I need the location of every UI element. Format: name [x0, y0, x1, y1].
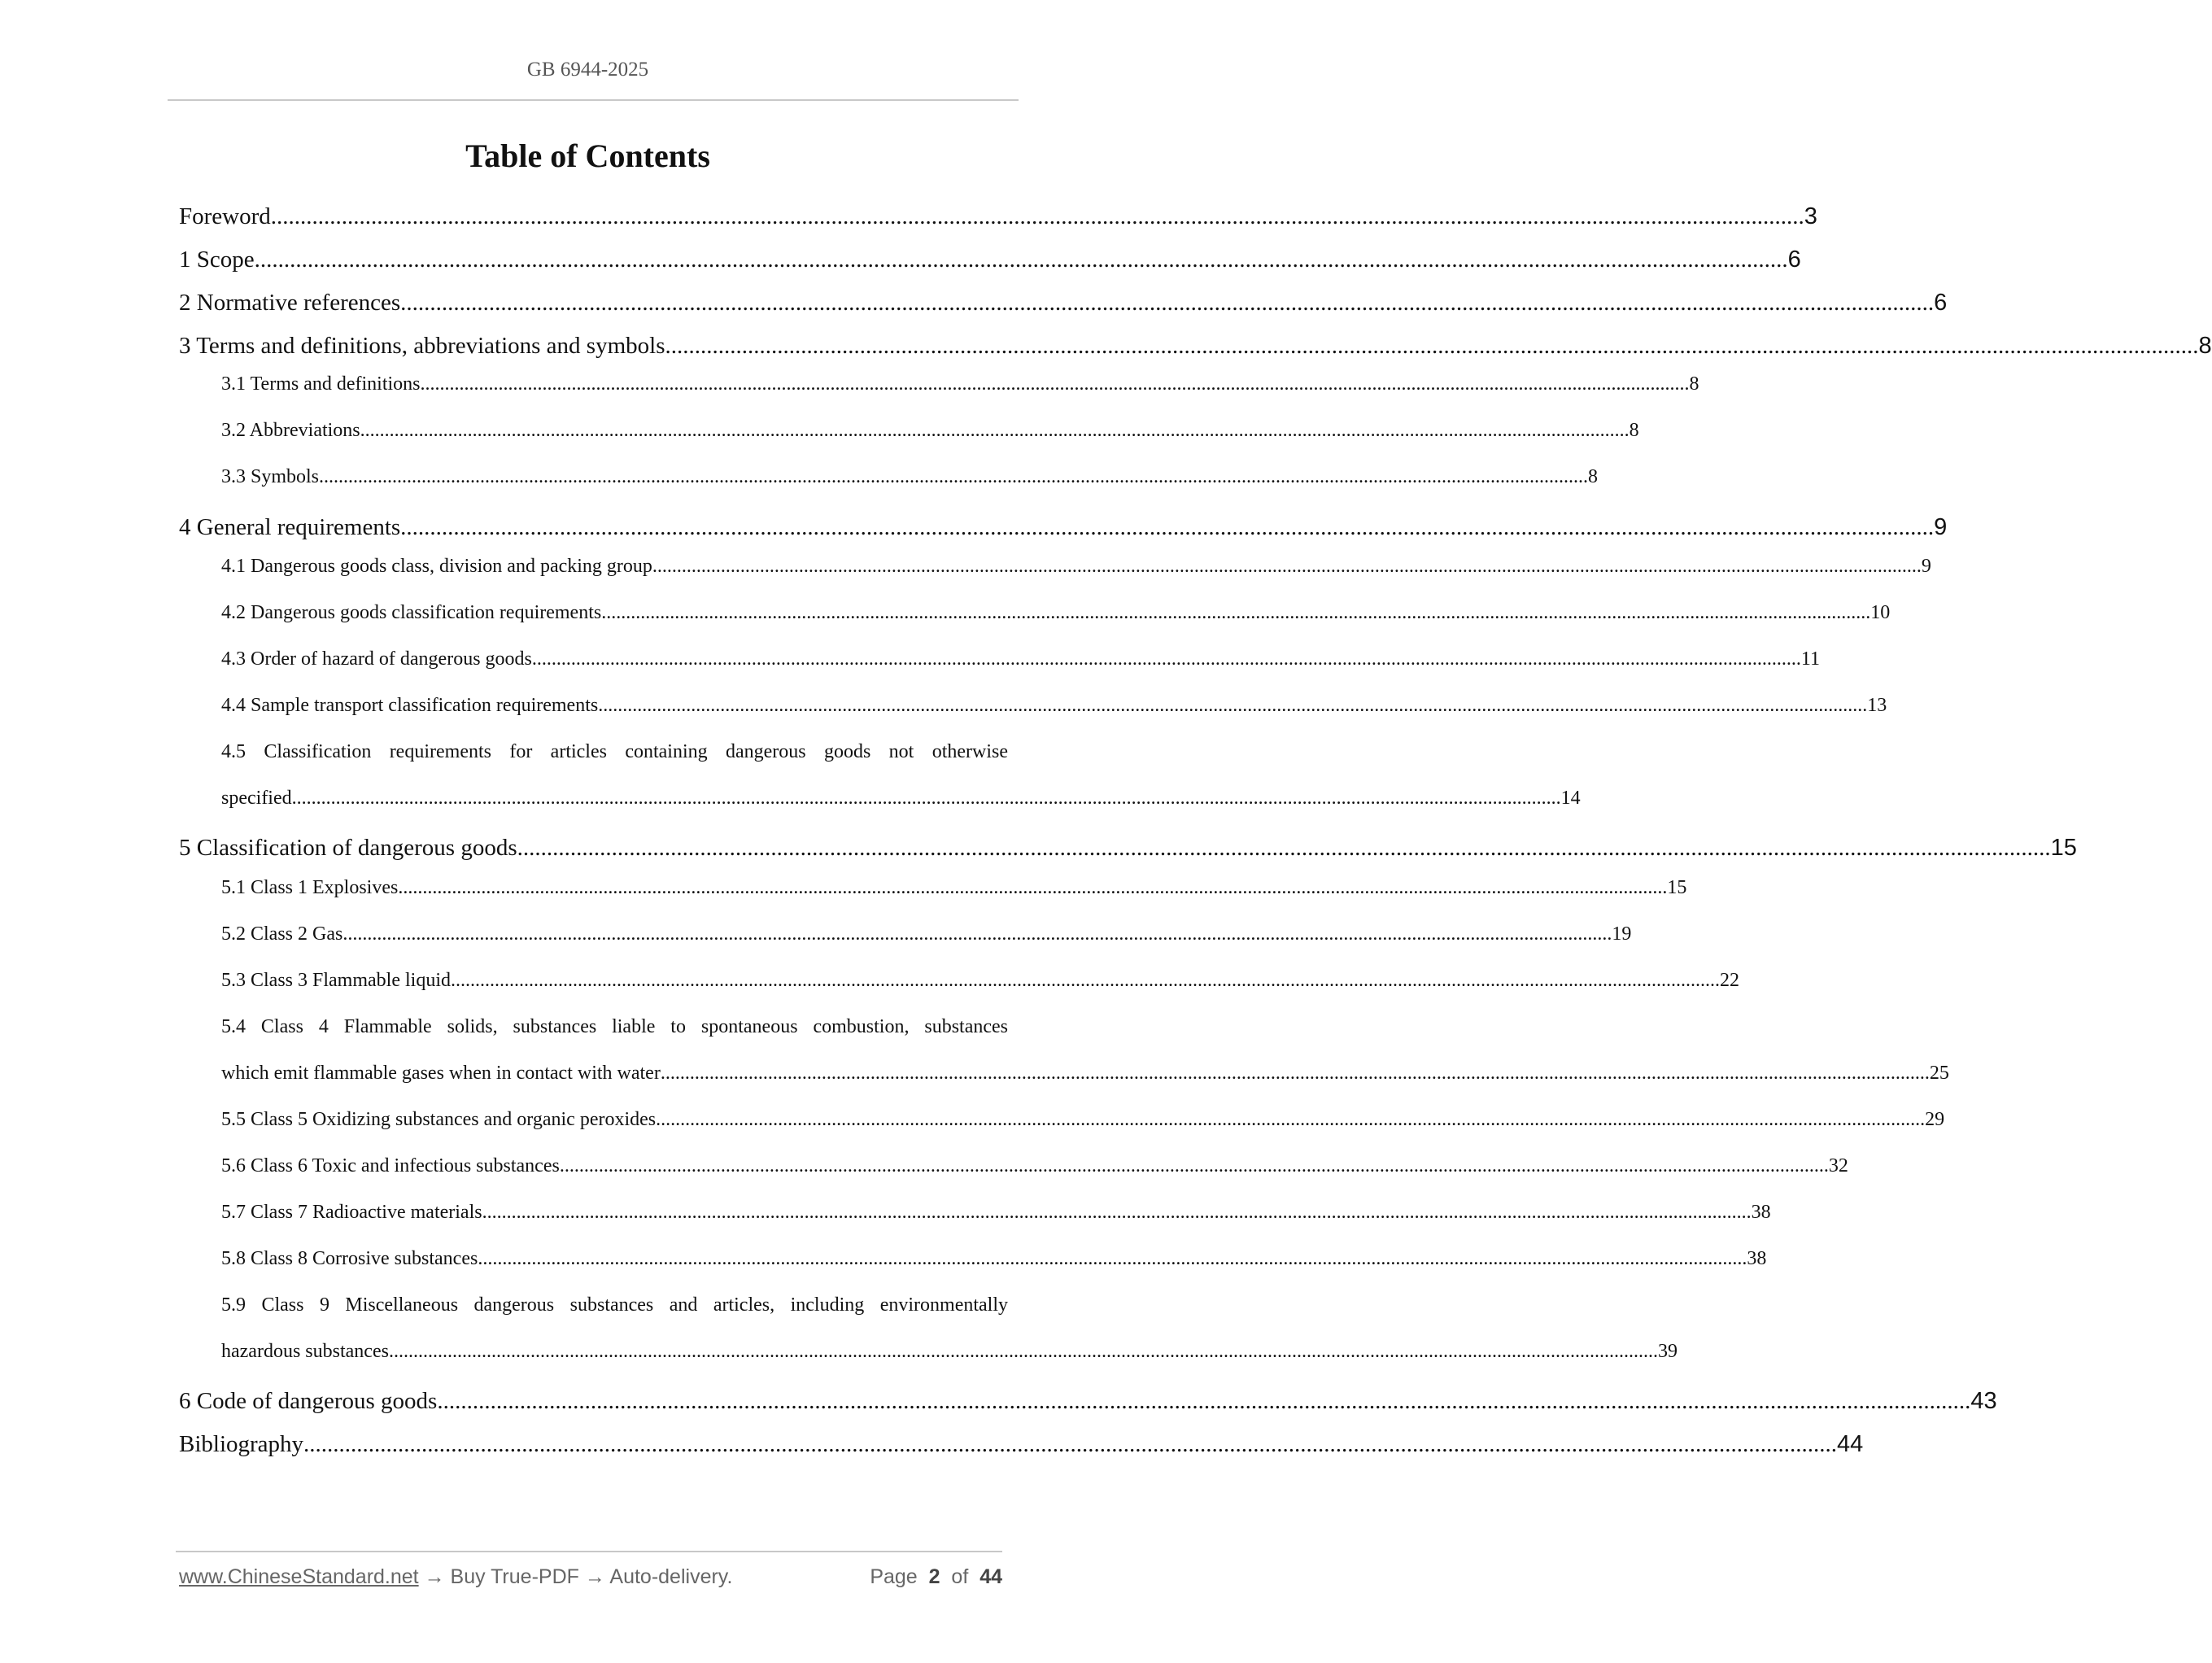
- toc-entry-terms-definitions[interactable]: 3 Terms and definitions, abbreviations and symbols .................................................................................................................................................................................................................................................................... 8: [179, 333, 2212, 359]
- leader-dots: ....................................................................................................................................................................................................................................................................: [559, 1155, 1829, 1176]
- toc-entry-4-1[interactable]: 4.1 Dangerous goods class, division and packing group .................................................................................................................................................................................................................................................................... 9: [221, 556, 1931, 577]
- leader-dots: ....................................................................................................................................................................................................................................................................: [517, 835, 2051, 861]
- leader-dots: ....................................................................................................................................................................................................................................................................: [451, 970, 1720, 991]
- toc-entry-5-9-line1[interactable]: 5.9 Class 9 Miscellaneous dangerous substances and articles, including environmentally: [221, 1294, 1008, 1316]
- leader-dots: ....................................................................................................................................................................................................................................................................: [665, 333, 2199, 359]
- leader-dots: ....................................................................................................................................................................................................................................................................: [652, 556, 1922, 577]
- toc-page-number: 8: [1689, 373, 1699, 395]
- leader-dots: ....................................................................................................................................................................................................................................................................: [420, 373, 1690, 395]
- toc-page-number: 38: [1747, 1248, 1767, 1269]
- toc-entry-5-3[interactable]: 5.3 Class 3 Flammable liquid .................................................................................................................................................................................................................................................................... 22: [221, 970, 1739, 991]
- leader-dots: ....................................................................................................................................................................................................................................................................: [270, 203, 1804, 229]
- toc-page-number: 29: [1925, 1109, 1945, 1130]
- toc-page-number: 11: [1800, 648, 1820, 670]
- toc-entry-5-6[interactable]: 5.6 Class 6 Toxic and infectious substances .................................................................................................................................................................................................................................................................... 32: [221, 1155, 1848, 1176]
- toc-entry-4-3[interactable]: 4.3 Order of hazard of dangerous goods .................................................................................................................................................................................................................................................................... 11: [221, 648, 1820, 670]
- toc-page-number: 22: [1720, 970, 1739, 991]
- toc-page-number: 44: [1837, 1431, 1864, 1457]
- current-page: 2: [928, 1565, 940, 1588]
- toc-page-number: 8: [1629, 420, 1639, 441]
- leader-dots: ....................................................................................................................................................................................................................................................................: [398, 877, 1668, 898]
- toc-entry-foreword[interactable]: Foreword .................................................................................................................................................................................................................................................................... 3: [179, 203, 1817, 229]
- toc-entry-3-1[interactable]: 3.1 Terms and definitions .................................................................................................................................................................................................................................................................... 8: [221, 373, 1699, 395]
- leader-dots: ....................................................................................................................................................................................................................................................................: [400, 290, 1935, 316]
- page-indicator: Page 2 of 44: [870, 1565, 1002, 1588]
- toc-entry-classification[interactable]: 5 Classification of dangerous goods .................................................................................................................................................................................................................................................................... 15: [179, 835, 2077, 861]
- document-id-header: GB 6944-2025: [526, 59, 649, 81]
- toc-entry-4-5-line1[interactable]: 4.5 Classification requirements for articles containing dangerous goods not otherwise: [221, 741, 1008, 762]
- leader-dots: ....................................................................................................................................................................................................................................................................: [319, 466, 1589, 487]
- leader-dots: ....................................................................................................................................................................................................................................................................: [656, 1109, 1926, 1130]
- toc-page-number: 14: [1560, 788, 1581, 809]
- toc-entry-bibliography[interactable]: Bibliography .................................................................................................................................................................................................................................................................... 44: [179, 1431, 1864, 1457]
- leader-dots: ....................................................................................................................................................................................................................................................................: [478, 1248, 1747, 1269]
- toc-entry-3-2[interactable]: 3.2 Abbreviations .................................................................................................................................................................................................................................................................... 8: [221, 420, 1639, 441]
- leader-dots: ....................................................................................................................................................................................................................................................................: [660, 1063, 1930, 1084]
- total-pages: 44: [979, 1565, 1002, 1588]
- toc-entry-4-4[interactable]: 4.4 Sample transport classification requirements .................................................................................................................................................................................................................................................................... 13: [221, 695, 1887, 716]
- toc-entry-4-5[interactable]: specified .................................................................................................................................................................................................................................................................... 14: [221, 788, 1581, 809]
- toc-entry-general-requirements[interactable]: 4 General requirements .................................................................................................................................................................................................................................................................... 9: [179, 514, 1948, 540]
- toc-page-number: 25: [1929, 1063, 1949, 1084]
- toc-page-number: 38: [1751, 1202, 1771, 1223]
- toc-page-number: 3: [1804, 203, 1817, 229]
- website-link[interactable]: www.ChineseStandard.net: [179, 1565, 419, 1588]
- toc-entry-5-4[interactable]: which emit flammable gases when in contact with water .................................................................................................................................................................................................................................................................... 25: [221, 1063, 1949, 1084]
- page-footer: [179, 1565, 1002, 1595]
- leader-dots: ....................................................................................................................................................................................................................................................................: [360, 420, 1630, 441]
- toc-page-number: 10: [1870, 602, 1891, 623]
- leader-dots: ....................................................................................................................................................................................................................................................................: [303, 1431, 1838, 1457]
- footer-divider: [176, 1551, 1002, 1552]
- toc-page-number: 8: [2198, 333, 2212, 359]
- page-title: Table of Contents: [465, 137, 710, 174]
- toc-entry-5-4-line1[interactable]: 5.4 Class 4 Flammable solids, substances liable to spontaneous combustion, substances: [221, 1016, 1008, 1037]
- toc-page-number: 43: [1970, 1388, 1997, 1414]
- leader-dots: ....................................................................................................................................................................................................................................................................: [388, 1341, 1658, 1362]
- toc-entry-5-9[interactable]: hazardous substances .................................................................................................................................................................................................................................................................... 39: [221, 1341, 1678, 1362]
- toc-page-number: 9: [1934, 514, 1948, 540]
- toc-page-number: 15: [1667, 877, 1687, 898]
- toc-page-number: 8: [1588, 466, 1599, 487]
- leader-dots: ....................................................................................................................................................................................................................................................................: [598, 695, 1868, 716]
- toc-page-number: 15: [2050, 835, 2077, 861]
- leader-dots: ....................................................................................................................................................................................................................................................................: [400, 514, 1935, 540]
- toc-page-number: 13: [1867, 695, 1887, 716]
- toc-entry-scope[interactable]: 1 Scope .................................................................................................................................................................................................................................................................... 6: [179, 247, 1801, 273]
- leader-dots: ....................................................................................................................................................................................................................................................................: [291, 788, 1561, 809]
- footer-promo-text: → Buy True-PDF → Auto-delivery.: [418, 1565, 733, 1588]
- leader-dots: ....................................................................................................................................................................................................................................................................: [342, 923, 1612, 945]
- toc-entry-4-2[interactable]: 4.2 Dangerous goods classification requirements .................................................................................................................................................................................................................................................................... 10: [221, 602, 1891, 623]
- toc-page-number: 9: [1921, 556, 1931, 577]
- toc-entry-5-7[interactable]: 5.7 Class 7 Radioactive materials .................................................................................................................................................................................................................................................................... 38: [221, 1202, 1771, 1223]
- toc-entry-normative-references[interactable]: 2 Normative references .................................................................................................................................................................................................................................................................... 6: [179, 290, 1948, 316]
- footer-promo: [179, 1565, 732, 1589]
- toc-entry-5-1[interactable]: 5.1 Class 1 Explosives .................................................................................................................................................................................................................................................................... 15: [221, 877, 1687, 898]
- leader-dots: ....................................................................................................................................................................................................................................................................: [531, 648, 1801, 670]
- leader-dots: ....................................................................................................................................................................................................................................................................: [254, 247, 1788, 273]
- toc-page-number: 6: [1934, 290, 1948, 316]
- toc-entry-3-3[interactable]: 3.3 Symbols .................................................................................................................................................................................................................................................................... 8: [221, 466, 1599, 487]
- toc-page-number: 6: [1787, 247, 1801, 273]
- leader-dots: ....................................................................................................................................................................................................................................................................: [437, 1388, 1971, 1414]
- toc-entry-5-8[interactable]: 5.8 Class 8 Corrosive substances .................................................................................................................................................................................................................................................................... 38: [221, 1248, 1767, 1269]
- toc-page-number: 39: [1657, 1341, 1678, 1362]
- leader-dots: ....................................................................................................................................................................................................................................................................: [482, 1202, 1752, 1223]
- toc-entry-5-2[interactable]: 5.2 Class 2 Gas .................................................................................................................................................................................................................................................................... 19: [221, 923, 1632, 945]
- toc-page-number: 32: [1828, 1155, 1848, 1176]
- toc-page-number: 19: [1612, 923, 1632, 945]
- leader-dots: ....................................................................................................................................................................................................................................................................: [601, 602, 1871, 623]
- toc-entry-5-5[interactable]: 5.5 Class 5 Oxidizing substances and organic peroxides .................................................................................................................................................................................................................................................................... 29: [221, 1109, 1945, 1130]
- toc-entry-code-dangerous-goods[interactable]: 6 Code of dangerous goods .................................................................................................................................................................................................................................................................... 43: [179, 1388, 1997, 1414]
